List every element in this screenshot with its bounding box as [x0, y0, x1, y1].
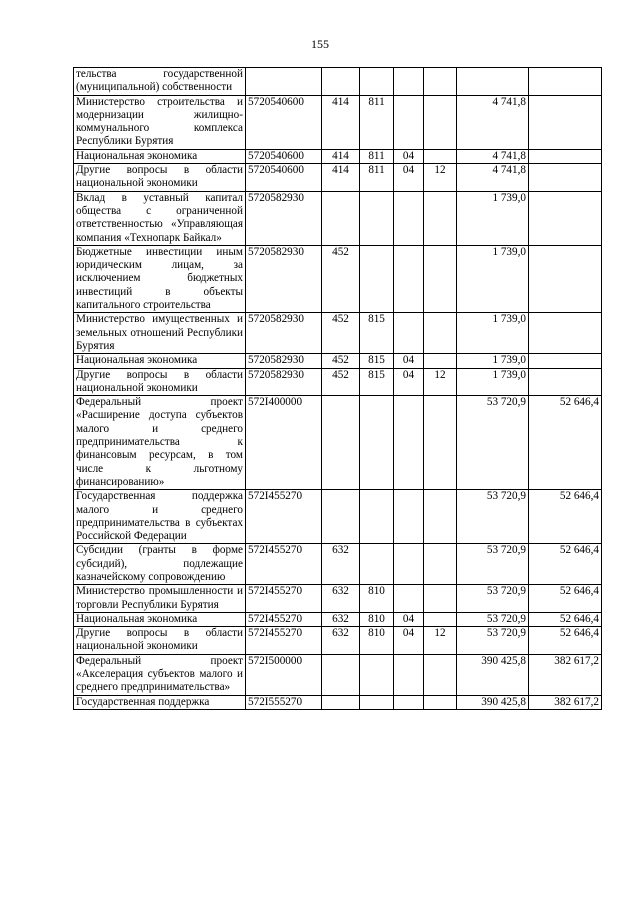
ministry-code: 810 [360, 612, 394, 626]
target-article-code: 5720582930 [246, 354, 322, 368]
amount-year-2 [529, 368, 602, 396]
table-row [74, 68, 602, 96]
amount-year-2: 52 646,4 [529, 585, 602, 613]
ministry-code [360, 245, 394, 312]
table-row [74, 313, 602, 354]
amount-year-2: 52 646,4 [529, 544, 602, 585]
subsection-code [424, 544, 457, 585]
table-row [74, 612, 602, 626]
row-name-cell: Национальная экономика [74, 149, 246, 163]
amount-year-2 [529, 68, 602, 96]
subsection-code [424, 313, 457, 354]
subsection-code [424, 95, 457, 149]
table-row [74, 654, 602, 695]
target-article-code: 572I500000 [246, 654, 322, 695]
expense-type-code: 414 [322, 164, 360, 192]
expense-type-code: 452 [322, 313, 360, 354]
amount-year-2: 52 646,4 [529, 396, 602, 490]
subsection-code [424, 191, 457, 245]
amount-year-2: 382 617,2 [529, 695, 602, 709]
target-article-code: 572I455270 [246, 627, 322, 655]
amount-year-1 [457, 68, 529, 96]
ministry-code [360, 490, 394, 544]
section-code [394, 95, 424, 149]
subsection-code [424, 396, 457, 490]
row-name-cell: Другие вопросы в области национальной экономики [74, 368, 246, 396]
amount-year-2 [529, 354, 602, 368]
expense-type-code: 632 [322, 612, 360, 626]
section-code: 04 [394, 612, 424, 626]
amount-year-1: 4 741,8 [457, 164, 529, 192]
section-code [394, 68, 424, 96]
page-number: 155 [311, 37, 329, 51]
expense-type-code [322, 191, 360, 245]
section-code [394, 654, 424, 695]
target-article-code: 5720540600 [246, 95, 322, 149]
amount-year-1: 53 720,9 [457, 585, 529, 613]
table-row [74, 354, 602, 368]
table-row [74, 585, 602, 613]
expense-type-code: 632 [322, 627, 360, 655]
subsection-code [424, 654, 457, 695]
section-code [394, 585, 424, 613]
row-name-cell: Государственная поддержка [74, 695, 246, 709]
row-name-cell: Бюджетные инвестиции иным юридическим лицам, за исключением бюджетных инвестиций в объекты капитального строительства [74, 245, 246, 312]
table-row [74, 191, 602, 245]
expense-type-code: 414 [322, 95, 360, 149]
amount-year-1: 53 720,9 [457, 490, 529, 544]
subsection-code [424, 149, 457, 163]
row-name-cell: Вклад в уставный капитал общества с ограниченной ответственностью «Управляющая компания «Технопарк Байкал» [74, 191, 246, 245]
amount-year-2 [529, 191, 602, 245]
table-row [74, 490, 602, 544]
expense-type-code: 632 [322, 544, 360, 585]
row-name-cell: Государственная поддержка малого и среднего предпринимательства в субъектах Российской Федерации [74, 490, 246, 544]
row-name-cell: Министерство строительства и модернизации жилищно-коммунального комплекса Республики Бурятия [74, 95, 246, 149]
row-name-cell: Национальная экономика [74, 612, 246, 626]
subsection-code [424, 354, 457, 368]
row-name-cell: Другие вопросы в области национальной экономики [74, 627, 246, 655]
expense-type-code [322, 396, 360, 490]
table-row [74, 245, 602, 312]
section-code: 04 [394, 627, 424, 655]
table-row [74, 627, 602, 655]
amount-year-2 [529, 245, 602, 312]
amount-year-2 [529, 149, 602, 163]
row-name-cell: тельства государственной (муниципальной) собственности [74, 68, 246, 96]
ministry-code [360, 695, 394, 709]
row-name-cell: Федеральный проект «Акселерация субъектов малого и среднего предпринимательства» [74, 654, 246, 695]
subsection-code [424, 695, 457, 709]
row-name-cell: Другие вопросы в области национальной экономики [74, 164, 246, 192]
expense-type-code [322, 695, 360, 709]
subsection-code [424, 612, 457, 626]
ministry-code: 811 [360, 149, 394, 163]
expense-type-code: 414 [322, 149, 360, 163]
target-article-code [246, 68, 322, 96]
section-code: 04 [394, 164, 424, 192]
target-article-code: 5720540600 [246, 149, 322, 163]
section-code: 04 [394, 354, 424, 368]
amount-year-1: 4 741,8 [457, 149, 529, 163]
section-code [394, 313, 424, 354]
table-row [74, 368, 602, 396]
target-article-code: 5720540600 [246, 164, 322, 192]
table-row [74, 396, 602, 490]
amount-year-1: 390 425,8 [457, 695, 529, 709]
amount-year-2 [529, 164, 602, 192]
section-code: 04 [394, 149, 424, 163]
amount-year-1: 53 720,9 [457, 396, 529, 490]
target-article-code: 572I400000 [246, 396, 322, 490]
ministry-code [360, 68, 394, 96]
table-row [74, 695, 602, 709]
expense-type-code [322, 654, 360, 695]
amount-year-2: 382 617,2 [529, 654, 602, 695]
ministry-code: 811 [360, 95, 394, 149]
row-name-cell: Федеральный проект «Расширение доступа субъектов малого и среднего предпринимательства к финансовым ресурсам, в том числе к льготному финансированию» [74, 396, 246, 490]
amount-year-1: 1 739,0 [457, 245, 529, 312]
ministry-code: 811 [360, 164, 394, 192]
amount-year-2 [529, 313, 602, 354]
amount-year-1: 53 720,9 [457, 544, 529, 585]
row-name-cell: Субсидии (гранты в форме субсидий), подлежащие казначейскому сопровождению [74, 544, 246, 585]
target-article-code: 572I455270 [246, 490, 322, 544]
amount-year-1: 53 720,9 [457, 627, 529, 655]
budget-table [73, 67, 602, 710]
subsection-code [424, 585, 457, 613]
target-article-code: 572I455270 [246, 585, 322, 613]
expense-type-code [322, 68, 360, 96]
section-code [394, 695, 424, 709]
ministry-code [360, 544, 394, 585]
row-name-cell: Министерство имущественных и земельных отношений Республики Бурятия [74, 313, 246, 354]
expense-type-code [322, 490, 360, 544]
target-article-code: 5720582930 [246, 245, 322, 312]
row-name-cell: Министерство промышленности и торговли Республики Бурятия [74, 585, 246, 613]
subsection-code: 12 [424, 627, 457, 655]
subsection-code [424, 245, 457, 312]
target-article-code: 5720582930 [246, 191, 322, 245]
amount-year-1: 1 739,0 [457, 313, 529, 354]
ministry-code [360, 396, 394, 490]
subsection-code [424, 490, 457, 544]
ministry-code: 810 [360, 585, 394, 613]
section-code [394, 490, 424, 544]
expense-type-code: 452 [322, 354, 360, 368]
ministry-code [360, 654, 394, 695]
section-code [394, 396, 424, 490]
amount-year-2 [529, 95, 602, 149]
subsection-code [424, 68, 457, 96]
section-code: 04 [394, 368, 424, 396]
section-code [394, 544, 424, 585]
table-row [74, 149, 602, 163]
ministry-code: 815 [360, 313, 394, 354]
subsection-code: 12 [424, 368, 457, 396]
ministry-code [360, 191, 394, 245]
target-article-code: 572I455270 [246, 544, 322, 585]
expense-type-code: 452 [322, 368, 360, 396]
table-row [74, 544, 602, 585]
amount-year-2: 52 646,4 [529, 490, 602, 544]
amount-year-1: 1 739,0 [457, 354, 529, 368]
target-article-code: 572I455270 [246, 612, 322, 626]
ministry-code: 815 [360, 368, 394, 396]
target-article-code: 5720582930 [246, 313, 322, 354]
subsection-code: 12 [424, 164, 457, 192]
ministry-code: 810 [360, 627, 394, 655]
table-row [74, 164, 602, 192]
amount-year-1: 53 720,9 [457, 612, 529, 626]
target-article-code: 5720582930 [246, 368, 322, 396]
expense-type-code: 632 [322, 585, 360, 613]
table-row [74, 95, 602, 149]
amount-year-1: 390 425,8 [457, 654, 529, 695]
amount-year-2: 52 646,4 [529, 627, 602, 655]
section-code [394, 191, 424, 245]
target-article-code: 572I555270 [246, 695, 322, 709]
amount-year-1: 1 739,0 [457, 191, 529, 245]
amount-year-1: 1 739,0 [457, 368, 529, 396]
row-name-cell: Национальная экономика [74, 354, 246, 368]
amount-year-1: 4 741,8 [457, 95, 529, 149]
amount-year-2: 52 646,4 [529, 612, 602, 626]
expense-type-code: 452 [322, 245, 360, 312]
section-code [394, 245, 424, 312]
ministry-code: 815 [360, 354, 394, 368]
